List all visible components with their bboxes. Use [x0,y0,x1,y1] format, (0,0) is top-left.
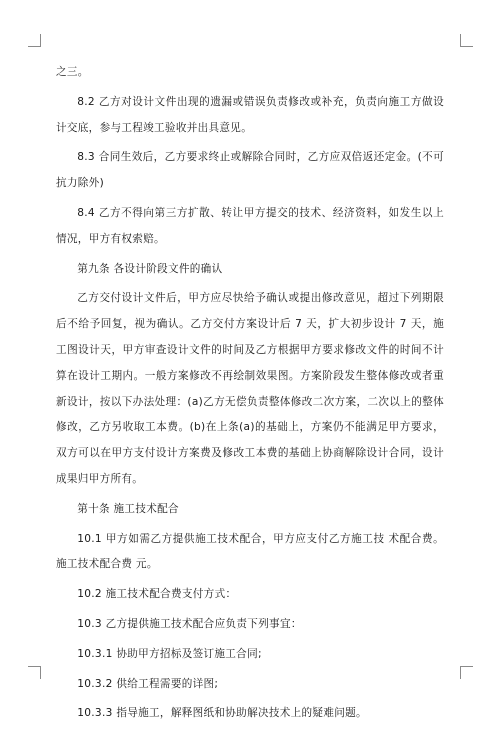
paragraph-8-2: 8.2 乙方对设计文件出现的遗漏或错误负责修改或补充，负责向施工方做设计交底，参与工程竣工验收并出具意见。 [56,95,444,134]
section-heading-article-9: 第九条 各设计阶段文件的确认 [77,262,223,275]
paragraph-article-9-body: 乙方交付设计文件后，甲方应尽快给予确认或提出修改意见，超过下列期限后不给予回复，视为确认。乙方交付方案设计后 7 天，扩大初步设计 7 天，施工图设计天，甲方审查设计文件的时间及乙方根据甲方要求修改文件的时间不计算在设计工期内。一般方案修改不再绘制效果图。方案阶段发生整体修改或者重新设计，按以下办法处理：(a)乙方无偿负责整体修改二次方案，二次以上的整体修改，乙方另收取工本费。(b)在上条(a)的基础上，方案仍不能满足甲方要求，双方可以在甲方支付设计方案费及修改工本费的基础上协商解除设计合同，设计成果归甲方所有。 [56,292,444,485]
section-heading-article-10: 第十条 施工技术配合 [77,502,179,515]
document-body [56,60,444,731]
paragraph-10-3-2: 10.3.2 供给工程需要的详图; [77,677,219,690]
paragraph-8-4: 8.4 乙方不得向第三方扩散、转让甲方提交的技术、经济资料，如发生以上情况，甲方有权索赔。 [56,206,444,245]
paragraph-10-1: 10.1 甲方如需乙方提供施工技术配合，甲方应支付乙方施工技 术配合费。施工技术配合费 元。 [56,532,444,571]
paragraph-continuation: 之三。 [56,66,89,78]
paragraph-10-3: 10.3 乙方提供施工技术配合应负责下列事宜： [77,617,302,630]
paragraph-10-3-3: 10.3.3 指导施工，解释图纸和协助解决技术上的疑难问题。 [77,707,367,720]
paragraph-10-3-1: 10.3.1 协助甲方招标及签订施工合同; [77,647,262,660]
crop-mark-top-right [460,34,473,47]
paragraph-10-2: 10.2 施工技术配合费支付方式： [77,588,237,601]
crop-mark-bottom-right [460,666,473,679]
crop-mark-top-left [28,34,41,47]
crop-mark-bottom-left [28,666,41,679]
paragraph-8-3: 8.3 合同生效后，乙方要求终止或解除合同时，乙方应双倍返还定金。(不可抗力除外) [56,151,444,190]
